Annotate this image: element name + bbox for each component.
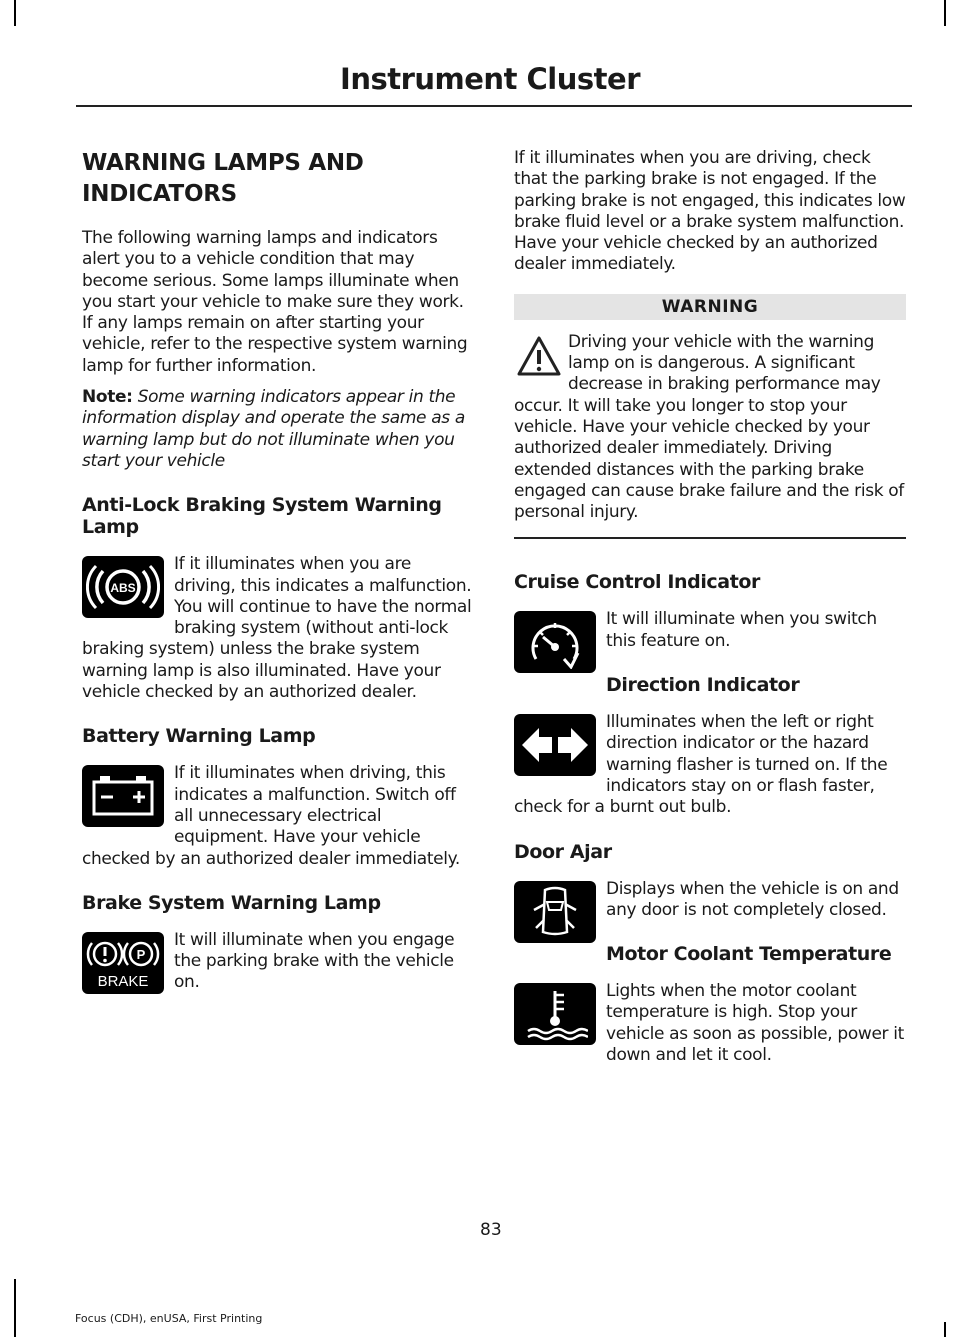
abs-entry [82,554,474,703]
brake-icon [82,932,164,994]
cruise-text: It will illuminate when you switch this feature on. [606,609,877,651]
door-ajar-icon [514,881,596,943]
brake-icon-text: BRAKE [97,972,149,990]
note-paragraph [82,387,474,472]
page-header-title: Instrument Cluster [340,62,640,96]
brake-title: Brake System Warning Lamp [82,891,381,914]
note-label: Note: [82,387,133,408]
brake-entry [82,930,474,994]
direction-arrows-icon [514,714,596,776]
direction-entry [514,712,906,818]
footer-text: Focus (CDH), enUSA, First Printing [75,1312,263,1325]
brake-continued-paragraph: If it illuminates when you are driving, check that the parking brake is not engaged. If the parking brake is not engaged, this indicates low brake fluid level or a brake system malfunction. Have your vehicle checked by an authorized dealer immediately. [514,148,906,275]
svg-text:P: P [136,946,146,962]
coolant-text: Lights when the motor coolant temperature is high. Stop your vehicle as soon as possible, power it down and let it cool. [606,981,904,1066]
crop-mark-top-left [14,0,16,26]
abs-icon [82,556,164,618]
section-heading: WARNING LAMPS AND INDICATORS [82,150,364,207]
left-column [82,148,474,1016]
cruise-control-icon [514,611,596,673]
page-number: 83 [480,1220,502,1240]
battery-entry [82,763,474,869]
abs-text: If it illuminates when you are driving, this indicates a malfunction. You will continue to have the normal braking system (without anti-lock braking system) unless the brake system warning lamp is also illuminated. Have your vehicle checked by an authorized dealer. [82,554,472,703]
door-entry [514,879,906,922]
warning-rule [514,537,906,539]
coolant-entry [514,981,906,1066]
header-rule [76,105,912,107]
direction-title: Direction Indicator [606,674,800,697]
direction-text: Illuminates when the left or right direction indicator or the hazard warning flasher is turned on. If the indicators stay on or flash faster, check for a burnt out bulb. [514,712,888,818]
door-title: Door Ajar [514,840,612,863]
brake-text: It will illuminate when you engage the parking brake with the vehicle on. [174,929,455,993]
warning-text: Driving your vehicle with the warning lamp on is dangerous. A significant decrease in braking performance may occur. It will take you longer to stop your vehicle. Have your vehicle checked by your authorized dealer immediately. Driving extended distances with the parking brake engaged can cause brake failure and the risk of personal injury. [514,331,904,523]
intro-paragraph: The following warning lamps and indicators alert you to a vehicle condition that may become serious. Some lamps illuminate when you start your vehicle to make sure they work. If any lamps remain on after starting your vehicle, refer to the respective system warning lamp for further information. [82,228,468,376]
battery-text: If it illuminates when driving, this indicates a malfunction. Switch off all unnecessary electrical equipment. Have your vehicle checked by an authorized dealer immediately. [82,763,460,869]
battery-title: Battery Warning Lamp [82,725,316,748]
warning-label: WARNING [514,294,906,320]
battery-icon [82,765,164,827]
coolant-title: Motor Coolant Temperature [606,943,892,966]
abs-icon-text: ABS [110,581,136,596]
crop-mark-bottom-right [944,1322,946,1337]
right-column [514,148,906,1088]
note-text: Some warning indicators appear in the information display and operate the same as a warning lamp but do not illuminate when you start your vehicle [82,387,465,471]
crop-mark-top-right [944,0,946,26]
coolant-temperature-icon [514,983,596,1045]
door-text: Displays when the vehicle is on and any door is not completely closed. [606,878,899,920]
cruise-entry [514,609,906,652]
abs-title: Anti-Lock Braking System Warning Lamp [82,494,442,539]
warning-triangle-icon [514,332,564,382]
crop-mark-bottom-left [14,1279,16,1337]
warning-box [514,332,906,524]
cruise-title: Cruise Control Indicator [514,571,761,594]
